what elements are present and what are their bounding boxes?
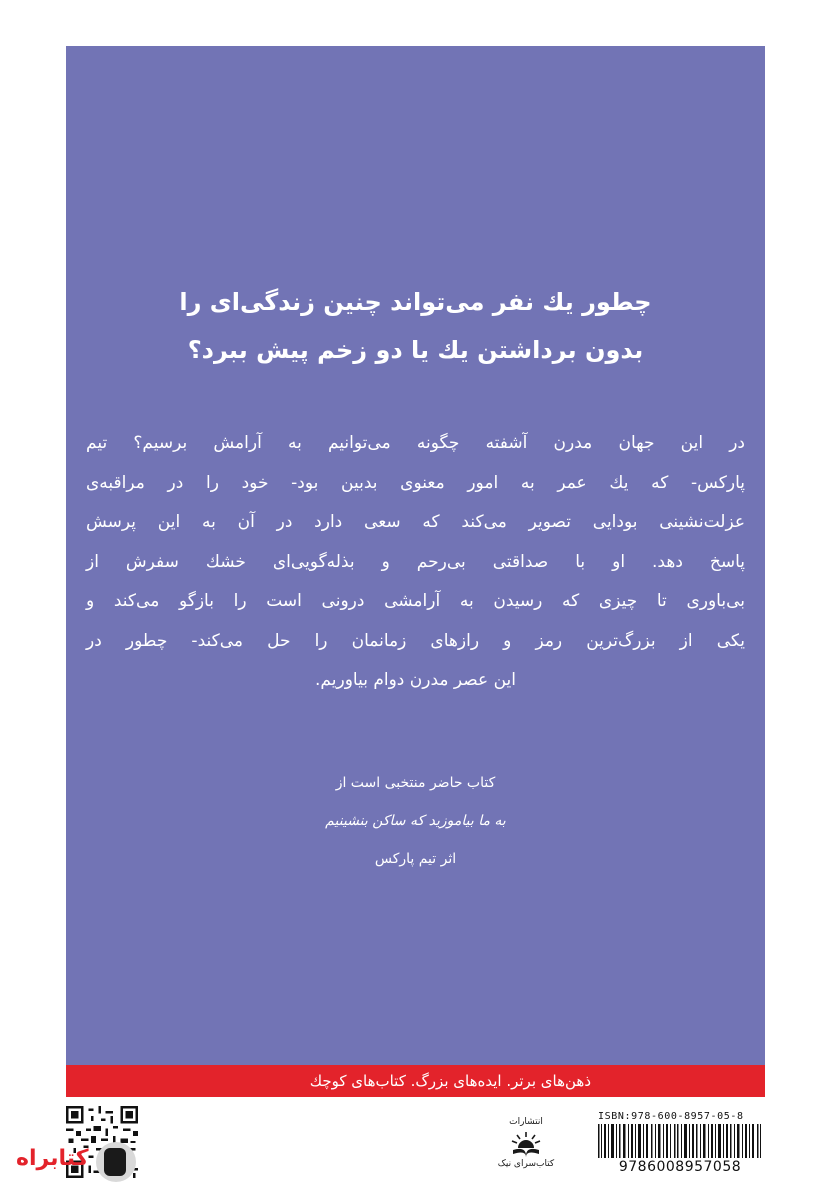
site-logo — [14, 1140, 134, 1184]
cover-blurb — [86, 424, 745, 701]
series-band: ذهن‌های برتر. ایده‌های بزرگ. کتاب‌های کوچك — [66, 1065, 765, 1097]
cover-tagline — [66, 278, 765, 374]
blurb-line: پارکس- که یك عمر به امور معنوی بدبین بود- خود را در مراقبه‌ی — [86, 472, 745, 493]
source-book-title: به ما بیاموزید که ساکن بنشینیم — [325, 813, 506, 829]
blurb-line: عزلت‌نشینی بودایی تصویر می‌کند که سعی دارد در آن به این پرسش — [86, 512, 745, 532]
back-cover-panel — [66, 46, 765, 1065]
blurb-line: بی‌باوری تا چیزی که رسیدن به آرامشی درونی است را بازگو می‌کند و — [86, 591, 745, 611]
isbn-label: ISBN:978-600-8957-05-8 — [598, 1111, 744, 1122]
publisher-label: انتشارات — [509, 1117, 543, 1127]
excerpt-intro: کتاب حاضر منتخبی است از — [335, 775, 496, 791]
source-author: اثر تیم پارکس — [374, 851, 457, 867]
barcode-number: 9786008957058 — [596, 1158, 764, 1176]
tagline-line: بدون برداشتن یك یا دو زخم پیش ببرد؟ — [187, 336, 644, 364]
excerpt-note — [66, 764, 765, 878]
blurb-line: در این جهان مدرن آشفته چگونه می‌توانیم به آرامش برسیم؟ تیم — [86, 433, 745, 453]
publisher-logo — [494, 1116, 558, 1178]
publisher-name: کتاب‌سرای نیک — [497, 1159, 555, 1169]
site-logo-text: کتابراه — [16, 1146, 89, 1171]
blurb-line: یکی از بزرگ‌ترین رمز و رازهای زمانمان را حل می‌کند- چطور در — [86, 630, 745, 651]
sun-book-logo-icon — [509, 1130, 543, 1158]
ketabrah-logo-icon — [96, 1142, 136, 1182]
blurb-line: پاسخ دهد. او با صداقتی بی‌رحم و بذله‌گویی‌ای خشك سفرش از — [86, 551, 745, 572]
blurb-line: این عصر مدرن دوام بیاوریم. — [315, 670, 516, 690]
tagline-line: چطور یك نفر می‌تواند چنین زندگی‌ای را — [179, 288, 652, 316]
